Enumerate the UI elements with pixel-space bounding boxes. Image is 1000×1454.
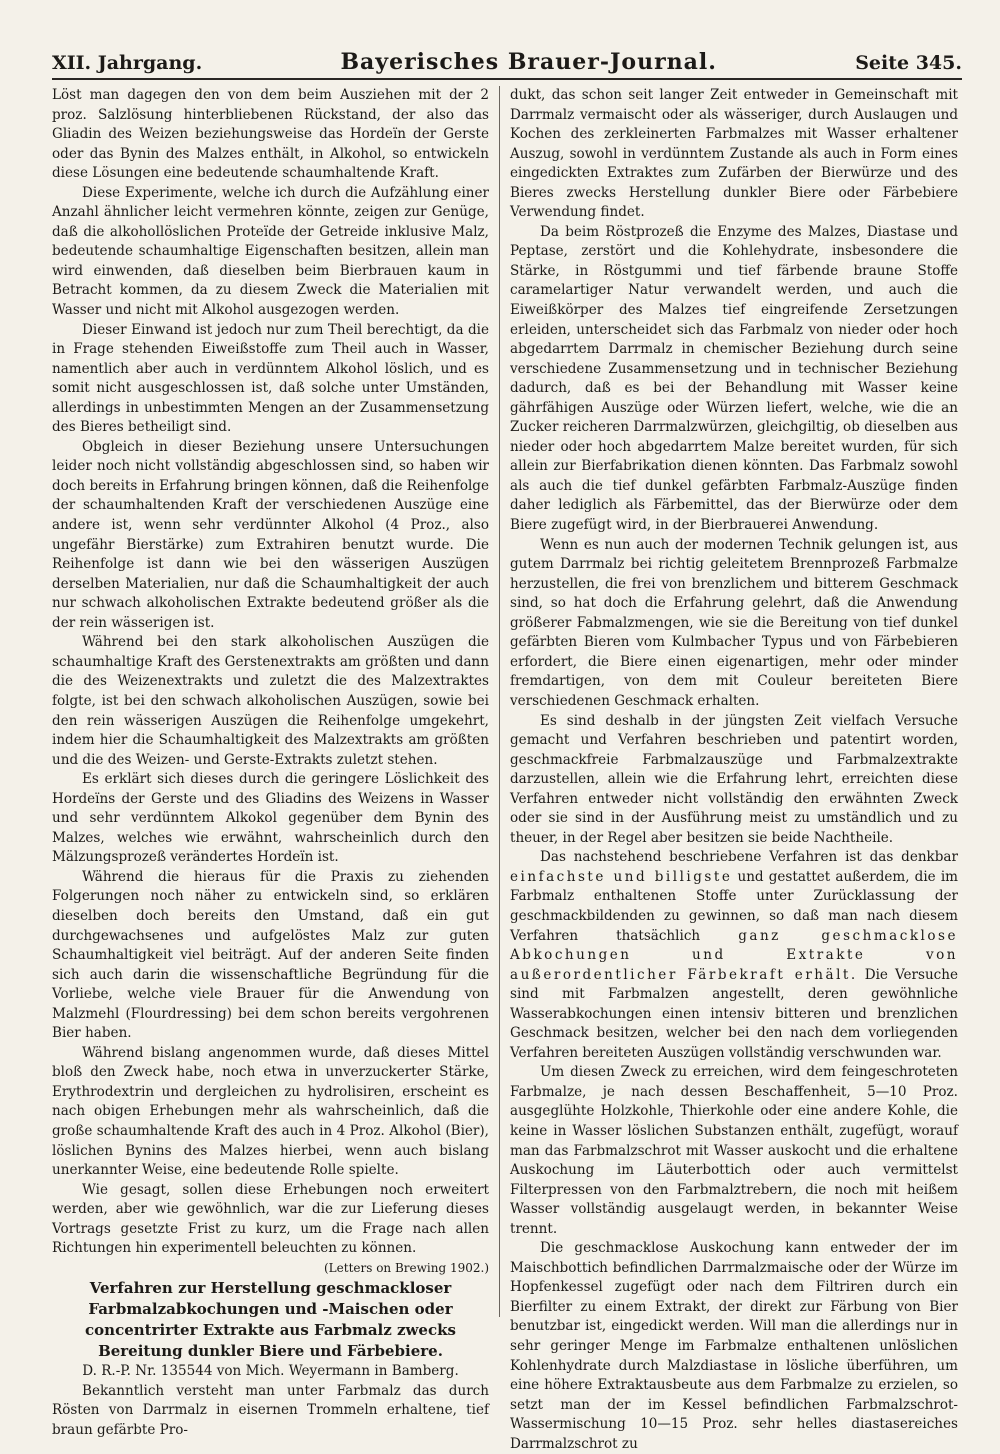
text-run: und gestattet außerdem, die im Farbmalz enthaltenen Stoffe unter Zurücklassung der geschmackbildenden zu gewinnen, so daß man nach diesem Verfahren thatsächlich (510, 868, 959, 944)
paragraph: Da beim Röstprozeß die Enzyme des Malzes, Diastase und Peptase, zerstört und die Kohlehydrate, insbesondere die Stärke, in Röstgummi und tief färbende braune Stoffe caramelartiger Natur verwandelt werden, und auch die Eiweißkörper des Malzes tief eingreifende Zersetzungen erleiden, unterscheidet sich das Farbmalz von nieder oder hoch abgedarrtem Darrmalz in chemischer Beziehung durch seine verschiedene Zusammensetzung und in technischer Beziehung dadurch, daß es bei der Behandlung mit Wasser keine gährfähigen Auszüge oder Würzen liefert, welche, wie die an Zucker reicheren Darrmalzwürzen, gleichgiltig, ob dieselben aus nieder oder hoch abgedarrtem Malze bereitet wurden, für sich allein zur Bierfabrikation dienen könnten. Das Farbmalz sowohl als auch die tief dunkel gefärbten Farbmalz-Auszüge finden daher lediglich als Färbemittel, das der Bierwürze oder dem Biere zugefügt wird, in der Bierbrauerei Anwendung. (510, 223, 958, 534)
text-run: Das nachstehend beschriebene Verfahren ist das denkbar (540, 849, 958, 866)
page-number: Seite 345. (855, 52, 962, 74)
paragraph: Obgleich in dieser Beziehung unsere Untersuchungen leider noch nicht vollständig abgeschlossen sind, so haben wir doch bereits in Erfahrung bringen können, daß die Reihenfolge der schaumhaltenden Kraft der verschiedenen Auszüge eine andere ist, wenn sehr verdünnter Alkohol (4 Proz., also ungefähr Bierstärke) zum Extrahiren benutzt wurde. Die Reihenfolge ist dann wie bei den wässerigen Auszügen derselben Materialien, nur daß die Schaumhaltigkeit der auch nur schwach alkoholischen Extrakte bedeutend größer als die der rein wässerigen ist. (52, 438, 489, 631)
right-column (510, 86, 959, 1452)
paragraph: Wenn es nun auch der modernen Technik gelungen ist, aus gutem Darrmalz bei richtig geleitetem Brennprozeß Farbmalze herzustellen, die frei von brenzlichem und bitterem Geschmack sind, so hat doch die Erfahrung gelehrt, daß die Anwendung größerer Fabmalzmengen, wie sie die Bereitung von tief dunkel gefärbten Bieren vom Kulmbacher Typus und von Färbebieren erfordert, die Biere einen eigenartigen, mehr oder minder fremdartigen, von dem mit Couleur bereiteten Biere verschiedenen Geschmack erhalten. (510, 536, 958, 709)
paragraph: Während die hieraus für die Praxis zu ziehenden Folgerungen noch näher zu entwickeln sind, so erklären dieselben doch bereits den Umstand, daß ein gut durchgewachsenes und aufgelöstes Malz zur guten Schaumhaltigkeit viel beiträgt. Auf der anderen Seite finden sich auch darin die wissenschaftliche Begründung für die Vorliebe, welche viele Brauer für die Anwendung von Malzmehl (Flourdressing) bei dem schon bereits vergohrenen Bier haben. (52, 868, 489, 1042)
volume-label: XII. Jahrgang. (52, 52, 203, 74)
emphasis-spaced: einfachste und billigste (510, 868, 733, 885)
patent-line: D. R.-P. Nr. 135544 von Mich. Weyermann in Bamberg. (82, 1363, 459, 1380)
paragraph: Löst man dagegen den von dem beim Ausziehen mit der 2 proz. Salzlösung hinterbliebenen Rückstand, der also das Gliadin des Weizen beziehungsweise das Hordeïn der Gerste oder das Bynin des Malzes enthält, in Alkohol, so entwickeln diese Lösungen eine bedeutende schaumhaltende Kraft. (52, 87, 489, 182)
paragraph: Während bei den stark alkoholischen Auszügen die schaumhaltige Kraft des Gerstenextrakts am größten und dann die des Weizenextrakts und zuletzt die des Malzextraktes folgte, ist bei den schwach alkoholischen Auszügen, sowie bei den rein wässerigen Auszügen die Reihenfolge umgekehrt, indem hier die Schaumhaltigkeit des Malzextrakts am größten und die des Weizen- und Gerste-Extrakts zuletzt stehen. (52, 634, 489, 768)
paragraph: Während bislang angenommen wurde, daß dieses Mittel bloß den Zweck habe, noch etwa in unverzuckerter Stärke, Erythrodextrin und dergleichen zu hydrolisiren, erscheint es nach obigen Erhebungen mehr als wahrscheinlich, daß die große schaumhaltende Kraft des auch in 4 Proz. Alkohol (Bier), löslichen Bynins des Malzes hierbei, wenn auch bislang unerkannter Weise, eine bedeutende Rolle spielte. (52, 1044, 489, 1179)
paragraph: Es sind deshalb in der jüngsten Zeit vielfach Versuche gemacht und Verfahren beschrieben und patentirt worden, geschmackfreie Farbmalzauszüge und Farbmalzextrakte darzustellen, allein wie die Erfahrung lehrt, erreichten diese Verfahren entweder nicht vollständig den erwähnten Zweck oder sie sind in der Ausführung meist zu umständlich und zu theuer, in der Regel aber besitzen sie beide Nachtheile. (510, 712, 958, 846)
page-header (52, 44, 962, 80)
column-divider (499, 86, 500, 1317)
paragraph: Die geschmacklose Auskochung kann entweder der im Maischbottich befindlichen Darrmalzmaische oder der Würze im Hopfenkessel zugefügt oder nach dem Filtriren durch ein Bierfilter zu einem Extrakt, der direkt zur Färbung von Bier benutzbar ist, eingedickt werden. Will man die allerdings nur in sehr geringer Menge im Farbmalze enthaltenen unlöslichen Kohlenhydrate durch Malzdiastase in lösliche überführen, um eine höhere Extraktausbeute aus dem Farbmalze zu erzielen, so setzt man der im Kessel befindlichen Farbmalzschrot-Wassermischung 10—15 Proz. sehr helles diastasereiches Darrmalzschrot zu (510, 1240, 958, 1452)
paragraph: Um diesen Zweck zu erreichen, wird dem feingeschroteten Farbmalze, je nach dessen Beschaffenheit, 5—10 Proz. ausgeglühte Holzkohle, Thierkohle oder eine andere Kohle, die keine in Wasser löslichen Substanzen enthält, zugefügt, worauf man das Farbmalzschrot mit Wasser auskocht und die erhaltene Auskochung im Läuterbottich oder auch vermittelst Filterpressen von den Farbmalztrebern, die noch mit heißem Wasser vollständig ausgelaugt werden, in bekannter Weise trennt. (510, 1064, 958, 1237)
source-citation: (Letters on Brewing 1902.) (324, 1260, 489, 1275)
paragraph: Diese Experimente, welche ich durch die Aufzählung einer Anzahl ähnlicher leicht vermehren könnte, zeigen zur Genüge, daß die alkohollöslichen Proteïde der Getreide inklusive Malz, bedeutende schaumhaltige Eigenschaften besitzen, allein man wird einwenden, daß dieselben beim Bierbrauen kaum in Betracht kommen, da zu diesem Zweck die Materialien mit Wasser und nicht mit Alkohol ausgezogen werden. (52, 184, 489, 319)
paragraph: dukt, das schon seit langer Zeit entweder in Gemeinschaft mit Darrmalz vermaischt oder als wässeriger, durch Auslaugen und Kochen des zerkleinerten Farbmalzes mit Wasser erhaltener Auszug, sowohl in verdünntem Zustande als auch in Form eines eingedickten Extraktes zum Zufärben der Bierwürze und des Bieres zwecks Herstellung dunkler Biere oder Färbebiere Verwendung findet. (510, 87, 958, 221)
left-column (52, 86, 489, 1438)
journal-title: Bayerisches Brauer-Journal. (340, 49, 717, 75)
paragraph (510, 848, 958, 1063)
paragraph: Bekanntlich versteht man unter Farbmalz das durch Rösten von Darrmalz in eisernen Trommeln erhaltene, tief braun gefärbte Pro- (52, 1382, 489, 1438)
paragraph: Wie gesagt, sollen diese Erhebungen noch erweitert werden, aber wie gewöhnlich, war die zur Lieferung dieses Vortrags gesetzte Frist zu kurz, um die Frage nach allen Richtungen hin experimentell beleuchten zu können. (52, 1181, 489, 1257)
paragraph: Dieser Einwand ist jedoch nur zum Theil berechtigt, da die in Frage stehenden Eiweißstoffe zum Theil auch in Wasser, namentlich aber auch in verdünntem Alkohol löslich, und es somit nicht ausgeschlossen ist, daß solche unter Umständen, allerdings in unbestimmten Mengen an der Zusammensetzung des Bieres betheiligt sind. (52, 321, 489, 436)
emphasis-spaced: ganz geschmacklose Abkochungen und Extrakte von außerordentlicher Färbekraft erhält. (510, 927, 959, 983)
paragraph: Es erklärt sich dieses durch die geringere Löslichkeit des Hordeïns der Gerste und des Gliadins des Weizens in Wasser und sehr verdünntem Alkokol gegenüber dem Bynin des Malzes, welches wie erwähnt, wahrscheinlich durch den Mälzungsprozeß verändertes Hordeïn ist. (52, 771, 489, 866)
article-title: Verfahren zur Herstellung geschmackloser Farbmalzabkochungen und -Maischen oder concentrirter Extrakte aus Farbmalz zwecks Bereitung dunkler Biere und Färbebiere. (85, 1279, 456, 1361)
text-run: Die Versuche sind mit Farbmalzen angestellt, deren gewöhnliche Wasserabkochungen einen intensiv bitteren und brenzlichen Geschmack besitzen, welcher bei den nach dem vorliegenden Verfahren bereiteten Auszügen vollständig verschwunden war. (510, 966, 958, 1061)
